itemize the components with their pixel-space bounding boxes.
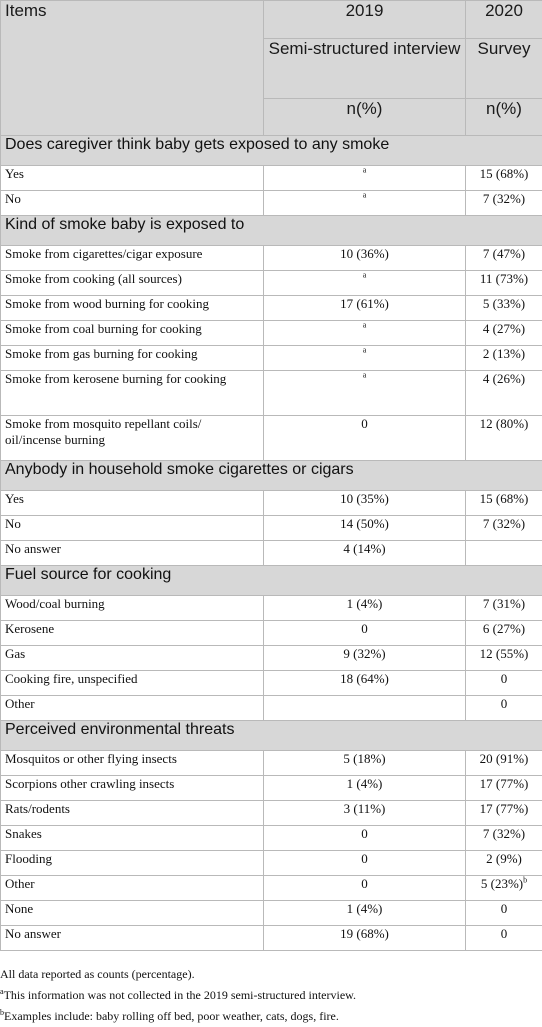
value-2020-cell [466,851,542,876]
value-2019-cell [264,776,466,801]
year-2020-header: 2020 [466,1,542,39]
value-2019-cell [264,696,466,721]
table-row [1,621,542,646]
table-row [1,826,542,851]
value-2020-cell [466,166,542,191]
value-2019-cell [264,826,466,851]
row-label: Rats/rodents [1,801,264,826]
cell-value: 7 (32%) [482,516,526,531]
row-label: Snakes [1,826,264,851]
section-header [1,216,542,246]
table-row [1,346,542,371]
table-row [1,671,542,696]
value-2019-cell [264,671,466,696]
table-row [1,901,542,926]
cell-value: 17 (77%) [479,776,529,791]
value-2020-cell [466,596,542,621]
row-label: Smoke from wood burning for cooking [1,296,264,321]
row-label: Mosquitos or other flying insects [1,751,264,776]
row-label: Wood/coal burning [1,596,264,621]
items-header: Items [1,1,264,136]
section-title: Anybody in household smoke cigarettes or cigars [1,461,542,491]
footnote-text: Examples include: baby rolling off bed, poor weather, cats, dogs, fire. [4,1009,339,1023]
footnote-marker: a [362,345,367,355]
section-title: Does caregiver think baby gets exposed to any smoke [1,136,542,166]
cell-value: 0 [500,901,508,916]
footnote-marker: b [0,1008,4,1017]
value-2019-cell [264,246,466,271]
section-title: Fuel source for cooking [1,566,542,596]
row-label: No answer [1,541,264,566]
cell-value: 1 (4%) [346,901,383,916]
value-2019-cell [264,646,466,671]
cell-value: 0 [361,416,368,431]
table-row [1,876,542,901]
value-2020-cell [466,371,542,416]
footnote [0,964,542,985]
row-label: Smoke from coal burning for cooking [1,321,264,346]
table-row [1,776,542,801]
cell-value: 2 (9%) [486,851,522,866]
value-2019-cell [264,371,466,416]
cell-value: 10 (35%) [340,491,389,506]
value-2020-cell [466,826,542,851]
value-2020-cell [466,271,542,296]
value-2020-cell [466,801,542,826]
year-2019-header: 2019 [264,1,466,39]
footnote-marker: a [362,165,367,175]
value-2020-cell [466,296,542,321]
value-2020-cell [466,321,542,346]
cell-value: 5 (23%) [480,876,524,891]
table-row [1,696,542,721]
cell-value: 15 (68%) [479,166,529,181]
cell-value: 7 (47%) [482,246,526,261]
cell-value: 0 [361,851,368,866]
row-label: Gas [1,646,264,671]
row-label: Smoke from gas burning for cooking [1,346,264,371]
row-label: No [1,191,264,216]
value-2019-cell [264,801,466,826]
cell-value: 7 (32%) [482,191,526,206]
table-footnotes [0,964,542,1027]
cell-value: 10 (36%) [340,246,389,261]
value-2020-cell [466,191,542,216]
value-2020-cell [466,516,542,541]
row-label: Smoke from mosquito repellant coils/ oil/incense burning [1,416,264,461]
footnote-marker: b [523,875,528,885]
footnote-marker: a [362,320,367,330]
table-row [1,751,542,776]
unit-2020-header: n(%) [466,99,542,136]
value-2020-cell [466,876,542,901]
cell-value: 0 [361,826,368,841]
footnote-marker: a [362,370,367,380]
method-2019-header: Semi-structured interview [264,39,466,99]
cell-value: 0 [361,876,368,891]
table-row [1,191,542,216]
value-2020-cell [466,696,542,721]
cell-value: 4 (27%) [482,321,526,336]
table-row [1,416,542,461]
cell-value: 0 [500,671,508,686]
row-label: Cooking fire, unspecified [1,671,264,696]
table-row [1,596,542,621]
table-row [1,271,542,296]
table-row [1,851,542,876]
footnote-text: This information was not collected in the 2019 semi-structured interview. [3,988,357,1002]
row-label: No [1,516,264,541]
cell-value: 12 (80%) [479,416,529,431]
value-2019-cell [264,876,466,901]
value-2019-cell [264,491,466,516]
cell-value: 20 (91%) [479,751,529,766]
value-2019-cell [264,346,466,371]
row-label: Smoke from cooking (all sources) [1,271,264,296]
row-label: No answer [1,926,264,951]
table-row [1,321,542,346]
row-label: Flooding [1,851,264,876]
cell-value: 17 (61%) [340,296,389,311]
value-2020-cell [466,901,542,926]
value-2019-cell [264,416,466,461]
section-header [1,721,542,751]
value-2019-cell [264,191,466,216]
cell-value: 12 (55%) [479,646,529,661]
footnote-marker: a [0,987,4,996]
cell-value: 14 (50%) [340,516,389,531]
cell-value: 5 (18%) [343,751,386,766]
table-row [1,801,542,826]
section-header [1,136,542,166]
value-2019-cell [264,541,466,566]
value-2020-cell [466,246,542,271]
cell-value: 11 (73%) [479,271,529,286]
cell-value: 2 (13%) [482,346,526,361]
cell-value: 0 [361,621,368,636]
value-2020-cell [466,621,542,646]
value-2020-cell [466,751,542,776]
value-2020-cell [466,671,542,696]
table-row [1,371,542,416]
value-2019-cell [264,516,466,541]
row-label: None [1,901,264,926]
cell-value: 7 (32%) [482,826,526,841]
value-2019-cell [264,926,466,951]
value-2020-cell [466,646,542,671]
value-2020-cell [466,926,542,951]
row-label: Other [1,696,264,721]
row-label: Smoke from cigarettes/cigar exposure [1,246,264,271]
footnote-text: All data reported as counts (percentage). [0,967,195,981]
cell-value: 1 (4%) [346,776,383,791]
cell-value: 19 (68%) [340,926,389,941]
cell-value: 0 [500,926,508,941]
value-2020-cell [466,491,542,516]
value-2019-cell [264,851,466,876]
cell-value: 7 (31%) [482,596,526,611]
row-label: Scorpions other crawling insects [1,776,264,801]
table-row [1,541,542,566]
cell-value: 5 (33%) [482,296,526,311]
row-label: Yes [1,491,264,516]
table-row [1,296,542,321]
section-header [1,461,542,491]
table-row [1,516,542,541]
row-label: Yes [1,166,264,191]
table-row [1,491,542,516]
cell-value: 6 (27%) [482,621,526,636]
cell-value: 0 [500,696,508,711]
value-2019-cell [264,751,466,776]
table-row [1,166,542,191]
section-header [1,566,542,596]
row-label: Kerosene [1,621,264,646]
cell-value: 4 (14%) [343,541,386,556]
value-2019-cell [264,596,466,621]
section-title: Perceived environmental threats [1,721,542,751]
section-title: Kind of smoke baby is exposed to [1,216,542,246]
cell-value: 1 (4%) [346,596,383,611]
value-2019-cell [264,621,466,646]
value-2019-cell [264,166,466,191]
footnote [0,985,542,1006]
cell-value: 9 (32%) [343,646,386,661]
footnote [0,1006,542,1027]
value-2020-cell [466,346,542,371]
table-row [1,926,542,951]
value-2019-cell [264,321,466,346]
cell-value: 4 (26%) [482,371,526,386]
value-2019-cell [264,271,466,296]
row-label: Other [1,876,264,901]
row-label: Smoke from kerosene burning for cooking [1,371,264,416]
method-2020-header: Survey [466,39,542,99]
cell-value: 17 (77%) [479,801,529,816]
cell-value: 15 (68%) [479,491,529,506]
cell-value: 3 (11%) [343,801,386,816]
unit-2019-header: n(%) [264,99,466,136]
value-2020-cell [466,416,542,461]
cell-value: 18 (64%) [340,671,389,686]
value-2020-cell [466,541,542,566]
table-row [1,246,542,271]
footnote-marker: a [362,190,367,200]
footnote-marker: a [362,270,367,280]
value-2020-cell [466,776,542,801]
value-2019-cell [264,901,466,926]
value-2019-cell [264,296,466,321]
table-row [1,646,542,671]
